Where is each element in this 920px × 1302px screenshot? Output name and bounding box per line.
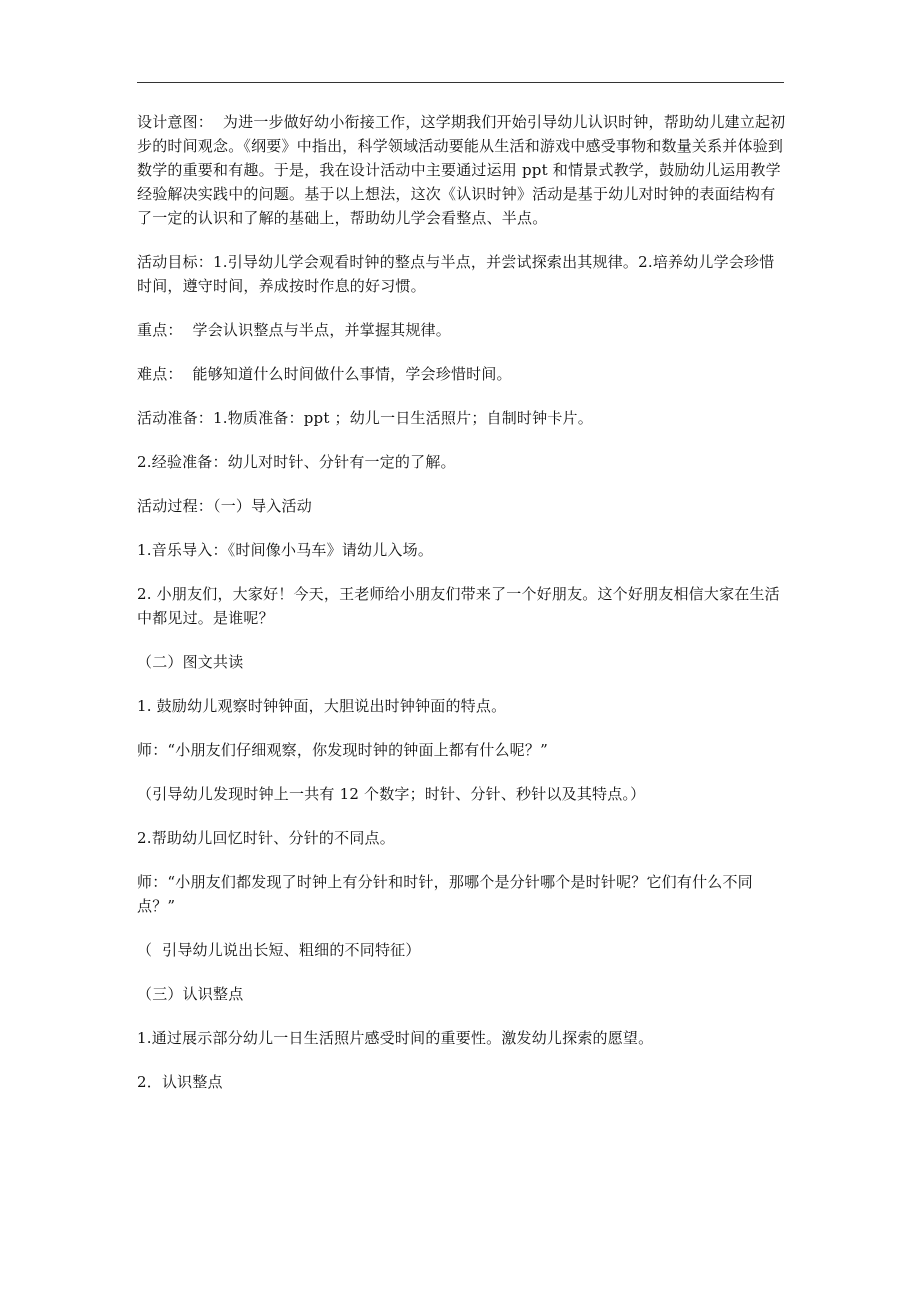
photos-paragraph: 1.通过展示部分幼儿一日生活照片感受时间的重要性。激发幼儿探索的愿望。 bbox=[137, 1029, 654, 1047]
greeting-paragraph: 2. 小朋友们，大家好！今天，王老师给小朋友们带来了一个好朋友。这个好朋友相信大家在生活中都见过。是谁呢？ bbox=[137, 585, 780, 627]
document-body bbox=[137, 110, 787, 1114]
material-preparation-paragraph: 活动准备：1.物质准备：ppt ；幼儿一日生活照片；自制时钟卡片。 bbox=[137, 409, 593, 427]
key-point-paragraph: 重点： 学会认识整点与半点，并掌握其规律。 bbox=[137, 321, 451, 339]
guidance-note-2: （ 引导幼儿说出长短、粗细的不同特征） bbox=[137, 941, 421, 959]
recognize-hours-paragraph: 2．认识整点 bbox=[137, 1073, 223, 1091]
recall-hands-paragraph: 2.帮助幼儿回忆时针、分针的不同点。 bbox=[137, 829, 395, 847]
music-intro-paragraph: 1.音乐导入：《时间像小马车》请幼儿入场。 bbox=[137, 541, 434, 559]
section-three-heading: （三）认识整点 bbox=[137, 985, 244, 1003]
observe-clock-paragraph: 1. 鼓励幼儿观察时钟钟面，大胆说出时钟钟面的特点。 bbox=[137, 697, 507, 715]
teacher-question-2: 师：“小朋友们都发现了时钟上有分针和时针，那哪个是分针哪个是时针呢？它们有什么不同点？” bbox=[137, 873, 753, 915]
design-intent-paragraph: 设计意图： 为进一步做好幼小衔接工作，这学期我们开始引导幼儿认识时钟，帮助幼儿建立起初步的时间观念。《纲要》中指出，科学领域活动要能从生活和游戏中感受事物和数量关系并体验到数学的重要和有趣。于是，我在设计活动中主要通过运用 ppt 和情景式教学，鼓励幼儿运用教学经验解决实践中的问题。基于以上想法，这次《认识时钟》活动是基于幼儿对时钟的表面结构有了一定的认识和了解的基础上，帮助幼儿学会看整点、半点。 bbox=[137, 113, 786, 227]
header-rule bbox=[137, 82, 784, 83]
experience-preparation-paragraph: 2.经验准备：幼儿对时针、分针有一定的了解。 bbox=[137, 453, 456, 471]
guidance-note-1: （引导幼儿发现时钟上一共有 12 个数字；时针、分针、秒针以及其特点。） bbox=[137, 785, 646, 803]
activity-process-heading: 活动过程：（一）导入活动 bbox=[137, 497, 312, 515]
difficulty-paragraph: 难点： 能够知道什么时间做什么事情，学会珍惜时间。 bbox=[137, 365, 512, 383]
activity-goals-paragraph: 活动目标：1.引导幼儿学会观看时钟的整点与半点，并尝试探索出其规律。2.培养幼儿学会珍惜时间，遵守时间，养成按时作息的好习惯。 bbox=[137, 253, 775, 295]
teacher-question-1: 师：“小朋友们仔细观察，你发现时钟的钟面上都有什么呢？” bbox=[137, 741, 548, 759]
section-two-heading: （二）图文共读 bbox=[137, 653, 244, 671]
